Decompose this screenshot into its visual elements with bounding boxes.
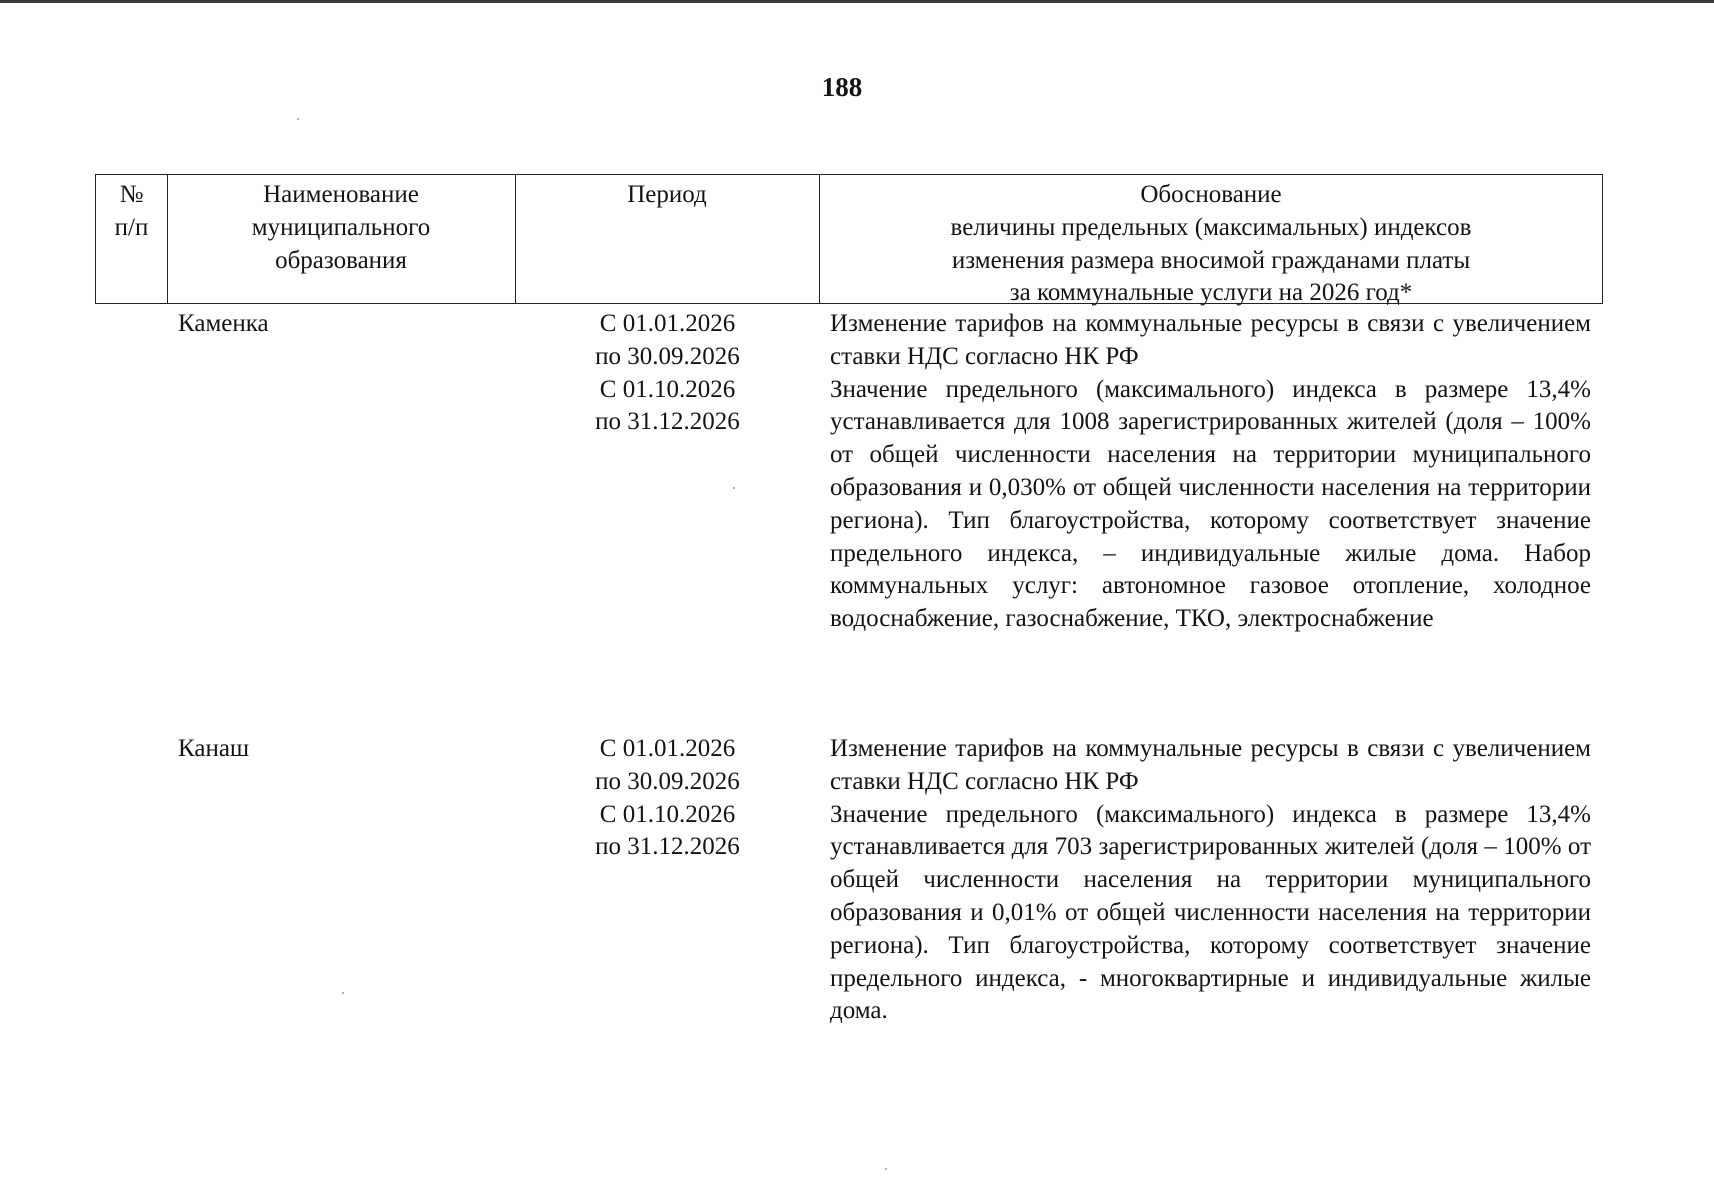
header-justification-line: изменения размера вносимой гражданами платы [951, 246, 1471, 274]
period-line: С 01.10.2026 [599, 800, 736, 828]
period-cell [560, 733, 775, 864]
period-line: С 01.10.2026 [599, 375, 736, 403]
municipality-name: Каменка [178, 310, 269, 337]
period-line: С 01.01.2026 [599, 310, 736, 337]
justification-paragraph: Изменение тарифов на коммунальные ресурсы в связи с увеличением ставки НДС согласно НК РФ [830, 310, 1591, 370]
page-number: 188 [821, 72, 863, 102]
period-line: по 31.12.2026 [595, 408, 740, 436]
header-municipality-line: муниципального [251, 213, 431, 241]
justification-paragraph: Изменение тарифов на коммунальные ресурсы в связи с увеличением ставки НДС согласно НК РФ [830, 735, 1591, 795]
header-municipality [167, 179, 515, 277]
scan-speck [733, 487, 735, 489]
justification-cell [830, 733, 1591, 1028]
header-justification-line: за коммунальные услуги на 2026 год* [1009, 279, 1413, 307]
justification-paragraph: Значение предельного (максимального) индекса в размере 13,4% устанавливается для 703 зарегистрированных жителей (доля – 100% от общей численности населения на территории муниципального образования и 0,01% от общей численности населения на территории региона). Тип благоустройства, которому соответствует значение предельного индекса, - многоквартирные и индивидуальные жилые дома. [830, 800, 1591, 1025]
scan-speck [885, 1168, 887, 1170]
justification-paragraph: Значение предельного (максимального) индекса в размере 13,4% устанавливается для 1008 зарегистрированных жителей (доля – 100% от общей численности населения на территории муниципального образования и 0,030% от общей численности населения на территории региона). Тип благоустройства, которому соответствует значение предельного индекса, – индивидуальные жилые дома. Набор коммунальных услуг: автономное газовое отопление, холодное водоснабжение, газоснабжение, ТКО, электроснабжение [830, 375, 1591, 633]
justification-cell [830, 308, 1591, 636]
header-period [515, 179, 819, 212]
header-municipality-line: Наименование [263, 181, 419, 208]
period-cell [560, 308, 775, 439]
header-municipality-line: образования [275, 246, 407, 274]
period-line: по 30.09.2026 [595, 767, 740, 795]
header-justification-line: Обоснование [1140, 181, 1282, 208]
municipality-name: Канаш [178, 735, 250, 762]
period-line: С 01.01.2026 [599, 735, 736, 762]
header-number-line: № [119, 181, 144, 208]
table-header [95, 174, 1603, 307]
scan-speck [342, 992, 344, 994]
scan-speck [297, 118, 299, 120]
period-line: по 30.09.2026 [595, 342, 740, 370]
header-number-line: п/п [114, 213, 149, 241]
period-line: по 31.12.2026 [595, 833, 740, 861]
scan-edge-line [0, 0, 1714, 3]
header-number [96, 179, 167, 245]
header-justification-line: величины предельных (максимальных) индексов [950, 213, 1472, 241]
header-justification [819, 179, 1603, 310]
header-period-line: Период [627, 181, 707, 208]
